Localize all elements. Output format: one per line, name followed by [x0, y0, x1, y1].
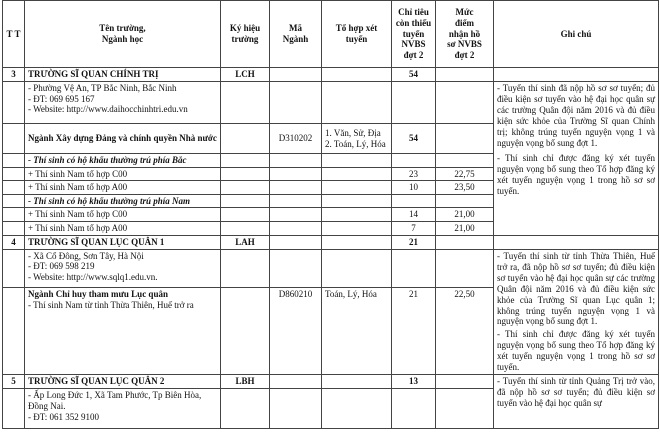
school-contact	[25, 249, 221, 287]
school-website: - Website: http://www.daihocchinhtri.edu.vn	[28, 104, 188, 115]
header-quota: Chỉ tiêu còn thiếu tuyển NVBS đợt 2	[392, 1, 436, 68]
school-address: - Xã Cổ Đông, Sơn Tây, Hà Nội	[28, 250, 144, 261]
group-label: + Thí sinh Nam tổ hợp C00	[25, 208, 221, 222]
group-label: + Thí sinh Nam tổ hợp A00	[25, 181, 221, 195]
school-note: - Tuyển thí sinh từ tỉnh Thừa Thiên, Huế trở ra, đã nộp hồ sơ sơ tuyển; đủ điều kiện sơ tuyển vào hệ đại học quân sự các trường Quân đội năm 2016 và đủ điều kiện sức khỏe của Trường Sĩ quan Lục quân 1; không trúng tuyển nguyện vọng 1 và nguyện vọng bổ sung đợt 1. - Thí sinh chỉ được đăng ký xét tuyển nguyện vọng bổ sung theo Tổ hợp đăng ký xét tuyển nguyện vọng 1 trong hồ sơ sơ tuyển.	[494, 249, 659, 375]
school-quota: 13	[392, 375, 436, 389]
group-quota: 7	[392, 222, 436, 236]
school-note: - Tuyển thí sinh đã nộp hồ sơ sơ tuyển; đủ điều kiện sơ tuyển vào hệ đại học quân sự các trường Quân đội năm 2016 và đủ điều kiện sức khỏe của Trường Sĩ quan Chính trị; không trúng tuyển nguyện vọng 1 và nguyện vọng bổ sung đợt 1. - Thí sinh chỉ được đăng ký xét tuyển nguyện vọng bổ sung theo Tổ hợp đăng ký xét tuyển nguyện vọng 1 trong hồ sơ sơ tuyển.	[494, 82, 659, 236]
major-sub: - Thí sinh Nam từ tỉnh Thừa Thiên, Huế trở ra	[28, 299, 194, 310]
school-note: - Tuyển thí sinh từ tỉnh Quảng Trị trở vào, đã nộp hồ sơ sơ tuyển; đủ điều kiện sơ tuyển vào hệ đại học quân sự	[494, 375, 659, 429]
school-code: LBH	[221, 375, 270, 389]
header-major-code: Mã Ngành	[270, 1, 322, 68]
school-info-row	[3, 249, 659, 287]
major-code: D860210	[270, 287, 322, 374]
group-label: + Thí sinh Nam tổ hợp A00	[25, 222, 221, 236]
school-name: TRƯỜNG SĨ QUAN CHÍNH TRỊ	[25, 68, 221, 82]
major-combo: 1. Văn, Sử, Địa 2. Toán, Lý, Hóa	[322, 124, 392, 154]
school-phone: - ĐT: 069 598 219	[28, 261, 95, 272]
school-quota: 21	[392, 235, 436, 249]
group-quota: 14	[392, 208, 436, 222]
major-code: D310202	[270, 124, 322, 154]
school-address: - Phường Vệ An, TP Bắc Ninh, Bắc Ninh	[28, 83, 177, 93]
major-cell	[25, 287, 221, 374]
group-score: 21,00	[436, 222, 494, 236]
major-name: Ngành Chỉ huy tham mưu Lục quân	[28, 288, 168, 299]
school-contact	[25, 389, 221, 429]
header-min-score: Mức điểm nhận hồ sơ NVBS đợt 2	[436, 1, 494, 68]
table-header-row	[3, 1, 659, 68]
school-code: LCH	[221, 68, 270, 82]
school-row	[3, 235, 659, 249]
group-score: 23,50	[436, 181, 494, 195]
school-name: TRƯỜNG SĨ QUAN LỤC QUÂN 1	[25, 235, 221, 249]
header-school-code: Ký hiệu trường	[221, 1, 270, 68]
group-quota: 23	[392, 167, 436, 181]
school-website: - Website: http://www.sqlq1.edu.vn.	[28, 271, 158, 282]
school-name: TRƯỜNG SĨ QUAN LỤC QUÂN 2	[25, 375, 221, 389]
major-name: Ngành Xây dựng Đảng và chính quyền Nhà nước	[25, 124, 221, 154]
major-score: 22,50	[436, 287, 494, 374]
group-score: 21,00	[436, 208, 494, 222]
school-code: LAH	[221, 235, 270, 249]
school-info-row	[3, 82, 659, 124]
header-combo: Tổ hợp xét tuyển	[322, 1, 392, 68]
region-heading: - Thí sinh có hộ khẩu thường trú phía Bắc	[25, 154, 221, 168]
region-heading: - Thí sinh có hộ khẩu thường trú phía Nam	[25, 194, 221, 208]
row-tt: 4	[3, 235, 25, 249]
school-phone: - ĐT: 069 695 167	[28, 93, 95, 104]
school-address: - Ấp Long Đức 1, Xã Tam Phước, Tp Biên Hòa, Đồng Nai.	[28, 390, 202, 411]
major-quota: 54	[392, 124, 436, 154]
header-school-major: Tên trường, Ngành học	[25, 1, 221, 68]
row-tt: 3	[3, 68, 25, 82]
header-tt: T T	[3, 1, 25, 68]
school-quota: 54	[392, 68, 436, 82]
admission-table	[2, 0, 659, 429]
major-quota: 21	[392, 287, 436, 374]
header-note: Ghi chú	[494, 1, 659, 68]
school-contact	[25, 82, 221, 124]
row-tt: 5	[3, 375, 25, 389]
group-label: + Thí sinh Nam tổ hợp C00	[25, 167, 221, 181]
group-score: 22,75	[436, 167, 494, 181]
group-quota: 10	[392, 181, 436, 195]
major-combo: Toán, Lý, Hóa	[322, 287, 392, 374]
school-phone: - ĐT: 061 352 9100	[28, 411, 100, 422]
school-row	[3, 68, 659, 82]
school-row	[3, 375, 659, 389]
